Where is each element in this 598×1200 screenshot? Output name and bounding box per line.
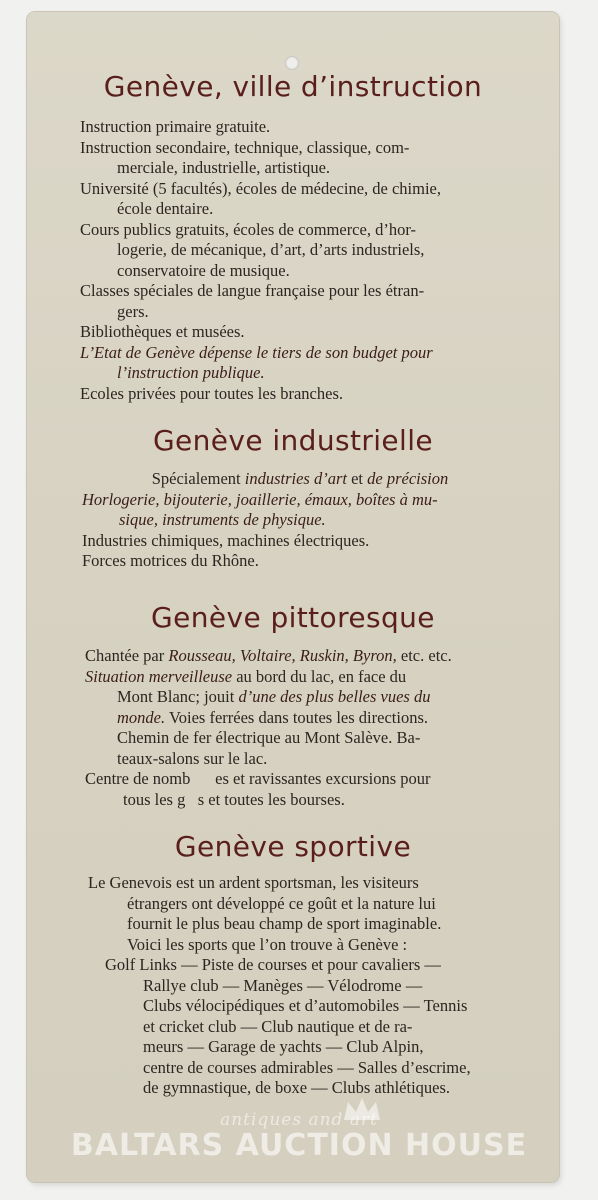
line: Golf Links — Piste de courses et pour cavaliers — — [105, 955, 441, 974]
section-pittoresque — [27, 601, 559, 810]
line: Cours publics gratuits, écoles de commerce, d’hor- logerie, de mécanique, d’art, d’arts industriels, conservatoire de musique. — [80, 219, 425, 280]
line: Rallye club — Manèges — Vélodrome — — [143, 975, 423, 995]
line: monde. Voies ferrées dans toutes les directions. — [117, 707, 428, 727]
line: Université (5 facultés), écoles de médecine, de chimie, école dentaire. — [80, 178, 442, 218]
line: tous les g s et toutes les bourses. — [123, 789, 345, 809]
watermark-tagline: antiques and art — [220, 1110, 378, 1130]
section-industrielle — [27, 424, 559, 572]
line: Instruction primaire gratuite. — [80, 117, 271, 136]
line: meurs — Garage de yachts — Club Alpin, — [143, 1037, 424, 1056]
document-card — [27, 12, 559, 1182]
line: Mont Blanc; jouit d’une des plus belles vues du — [117, 687, 431, 706]
line: teaux-salons sur le lac. — [117, 748, 268, 768]
punch-hole — [285, 56, 299, 70]
heading-instruction: Genève, ville d’instruction — [103, 70, 483, 103]
line: centre de courses admirables — Salles d’escrime, — [143, 1057, 471, 1077]
heading-sportive: Genève sportive — [174, 830, 412, 863]
line: Bibliothèques et musées. — [80, 322, 245, 341]
heading-industrielle: Genève industrielle — [152, 424, 434, 457]
line: Centre de nomb es et ravissantes excursions pour — [85, 769, 431, 788]
line: Instruction secondaire, technique, classique, com- merciale, industrielle, artistique. — [80, 137, 410, 177]
crown-icon — [342, 1096, 382, 1122]
line: Forces motrices du Rhône. — [82, 551, 259, 570]
line: Industries chimiques, machines électriques. — [82, 530, 370, 550]
heading-pittoresque: Genève pittoresque — [151, 601, 435, 634]
watermark-brand: BALTARS AUCTION HOUSE — [70, 1128, 528, 1163]
section-instruction — [27, 70, 559, 404]
line: Le Genevois est un ardent sportsman, les visiteurs — [88, 873, 419, 892]
line: Situation merveilleuse au bord du lac, en face du — [85, 666, 407, 686]
line: Chantée par Rousseau, Voltaire, Ruskin, Byron, etc. etc. — [85, 646, 452, 665]
line: Chemin de fer électrique au Mont Salève. Ba- — [117, 728, 421, 747]
line: Voici les sports que l’on trouve à Genève : — [127, 934, 408, 954]
line: étrangers ont développé ce goût et la nature lui — [127, 893, 436, 913]
line: de gymnastique, de boxe — Clubs athlétiques. — [143, 1078, 451, 1097]
line: Clubs vélocipédiques et d’automobiles — Tennis — [143, 996, 468, 1015]
line: et cricket club — Club nautique et de ra- — [143, 1016, 413, 1036]
section-sportive — [27, 830, 559, 1099]
line: fournit le plus beau champ de sport imaginable. — [127, 914, 442, 933]
line: Classes spéciales de langue française pour les étran- gers. — [80, 281, 425, 321]
line-italic: L’Etat de Genève dépense le tiers de son budget pour l’instruction publique. — [80, 342, 433, 382]
line: Spécialement industries d’art et de précision — [151, 469, 449, 488]
line: Ecoles privées pour toutes les branches. — [80, 383, 344, 403]
line-italic: Horlogerie, bijouterie, joaillerie, émaux, boîtes à mu- sique, instruments de physique. — [82, 489, 438, 529]
